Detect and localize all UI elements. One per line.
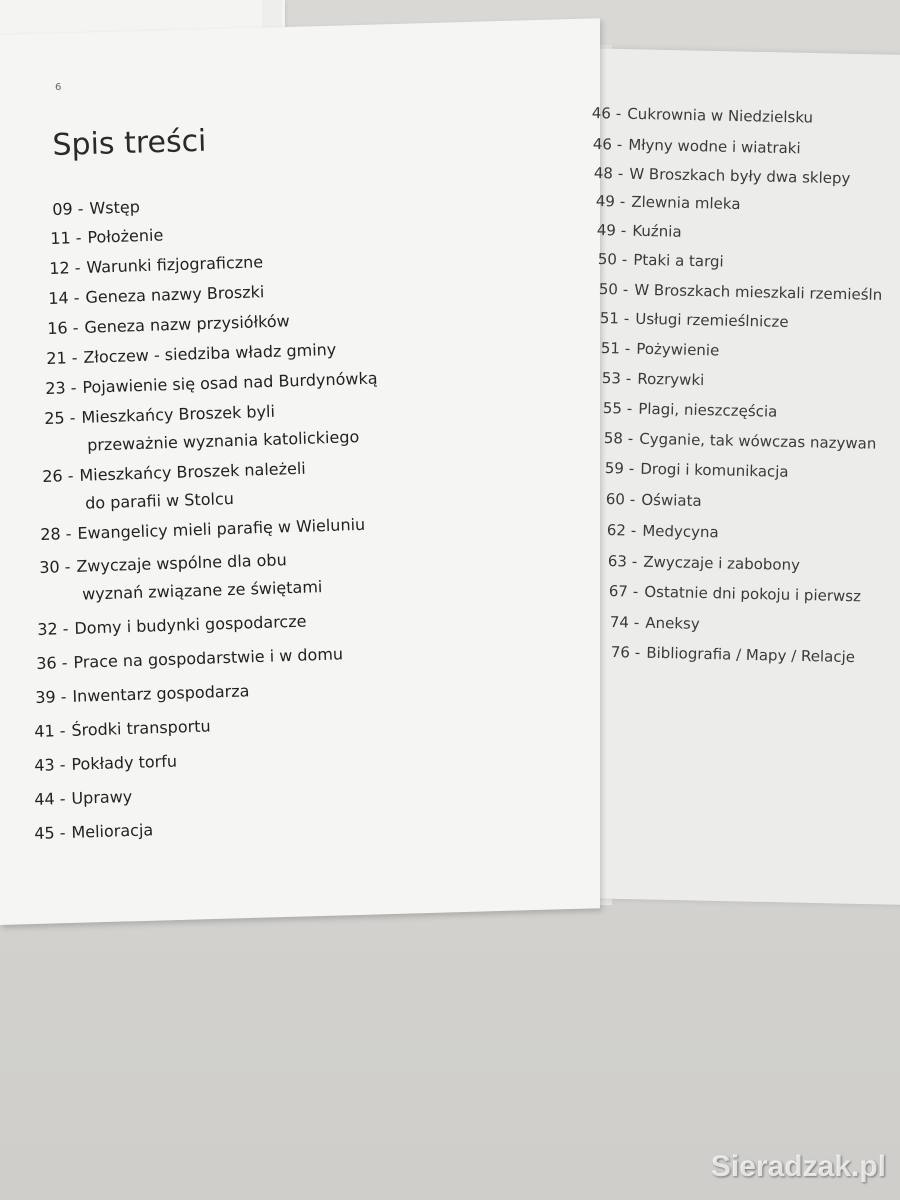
toc-page-number: 44 [34, 789, 55, 809]
toc-page-number: 46 [591, 104, 612, 123]
toc-title: Drogi i komunikacja [640, 459, 789, 481]
toc-entry [605, 459, 789, 481]
toc-page-number: 09 [52, 199, 73, 219]
toc-title: W Broszkach mieszkali rzemieśln [634, 280, 883, 304]
toc-title: W Broszkach były dwa sklepy [629, 164, 851, 188]
toc-title: Cukrownia w Niedzielsku [627, 104, 814, 127]
toc-title: Cyganie, tak wówczas nazywan [639, 429, 877, 453]
toc-page-number: 51 [599, 309, 620, 328]
toc-entry [601, 339, 720, 359]
toc-title: Wstęp [89, 197, 141, 218]
toc-title: Plagi, nieszczęścia [638, 399, 778, 421]
toc-dash: - [632, 582, 639, 601]
toc-entry [50, 225, 164, 248]
toc-dash: - [619, 192, 626, 211]
toc-title: Medycyna [642, 521, 719, 542]
toc-title: Uprawy [71, 786, 133, 808]
toc-page-number: 63 [607, 552, 628, 571]
toc-dash: - [615, 104, 622, 123]
toc-page-number: 49 [596, 221, 617, 240]
watermark: Sieradzak.pl [710, 1150, 886, 1183]
toc-entry [610, 613, 700, 633]
toc-dash: - [633, 613, 640, 632]
toc-title: Prace na gospodarstwie i w domu [73, 644, 344, 672]
toc-title: Domy i budynki gospodarcze [74, 611, 307, 638]
toc-dash: - [634, 643, 641, 662]
toc-page-number: 36 [36, 653, 57, 673]
toc-dash: - [67, 466, 74, 486]
toc-page-number: 21 [46, 348, 67, 368]
toc-title: Ptaki a targi [633, 250, 724, 271]
toc-entry [602, 369, 705, 389]
toc-title: Kuźnia [632, 221, 682, 241]
toc-dash: - [74, 258, 81, 278]
toc-page-number: 62 [606, 521, 627, 540]
toc-page-number: 58 [603, 429, 624, 448]
toc-page-number: 25 [44, 408, 65, 428]
tiny-page-number: 6 [55, 82, 62, 93]
toc-page-number: 50 [598, 280, 619, 299]
toc-entry [598, 250, 724, 271]
toc-dash: - [69, 408, 76, 428]
toc-dash: - [60, 687, 67, 707]
toc-page-number: 53 [601, 369, 622, 388]
toc-title: Pożywienie [636, 339, 720, 360]
toc-title: Geneza nazwy Broszki [85, 282, 265, 307]
toc-dash: - [70, 378, 77, 398]
toc-entry [39, 549, 323, 605]
toc-dash: - [622, 280, 629, 299]
toc-entry [607, 521, 719, 541]
toc-page-number: 39 [35, 687, 56, 707]
toc-entry [596, 192, 741, 213]
toc-dash: - [64, 557, 71, 577]
toc-dash: - [59, 789, 66, 809]
toc-page-number: 43 [34, 755, 55, 775]
toc-dash: - [59, 721, 66, 741]
toc-title: Młyny wodne i wiatraki [628, 135, 801, 158]
toc-dash: - [620, 221, 627, 240]
toc-page-number: 45 [34, 823, 55, 843]
toc-dash: - [616, 135, 623, 154]
toc-dash: - [626, 399, 633, 418]
toc-title: Aneksy [645, 613, 700, 633]
toc-dash: - [629, 490, 636, 509]
toc-heading: Spis treści [52, 123, 207, 163]
toc-title: Pojawienie się osad nad Burdynówką [82, 368, 378, 397]
toc-title: Inwentarz gospodarza [72, 681, 250, 706]
toc-page-number: 46 [592, 135, 613, 154]
toc-title-continuation: przeważnie wyznania katolickiego [86, 427, 360, 455]
toc-dash: - [631, 552, 638, 571]
toc-title-continuation: wyznań związane ze świętami [81, 577, 323, 604]
toc-dash: - [624, 339, 631, 358]
toc-page-number: 11 [50, 228, 71, 248]
toc-page-number: 30 [39, 557, 60, 577]
toc-page-number: 59 [604, 459, 625, 478]
toc-page-number: 41 [34, 721, 55, 741]
toc-dash: - [72, 318, 79, 338]
toc-page-number: 32 [37, 619, 58, 639]
toc-entry [603, 399, 778, 421]
toc-title: Ostatnie dni pokoju i pierwsz [644, 582, 862, 606]
toc-entry [34, 820, 153, 843]
toc-entry [44, 399, 360, 456]
toc-dash: - [65, 524, 72, 544]
toc-dash: - [71, 348, 78, 368]
toc-dash: - [59, 823, 66, 843]
toc-page-number: 51 [600, 339, 621, 358]
toc-entry [52, 197, 140, 219]
toc-dash: - [628, 459, 635, 478]
toc-title: Ewangelicy mieli parafię w Wieluniu [77, 514, 366, 543]
toc-title: Warunki fizjograficzne [86, 252, 264, 277]
toc-title: Melioracja [71, 820, 154, 842]
toc-page-number: 48 [593, 164, 614, 183]
toc-dash: - [630, 521, 637, 540]
toc-dash: - [627, 429, 634, 448]
toc-dash: - [61, 653, 68, 673]
toc-page-number: 60 [605, 490, 626, 509]
toc-title: Geneza nazw przysiółków [84, 311, 290, 337]
toc-dash: - [77, 199, 84, 219]
toc-dash: - [73, 288, 80, 308]
toc-title: Zwyczaje i zabobony [643, 552, 801, 575]
toc-page-number: 55 [602, 399, 623, 418]
toc-page-number: 16 [47, 318, 68, 338]
toc-title: Mieszkańcy Broszek byli [81, 401, 276, 427]
toc-page-number: 76 [610, 643, 631, 662]
toc-entry [34, 787, 133, 809]
toc-entry [42, 459, 307, 514]
toc-title: Mieszkańcy Broszek należeli [79, 458, 307, 485]
toc-title: Położenie [87, 225, 164, 247]
toc-page-number: 14 [48, 288, 69, 308]
toc-dash: - [625, 369, 632, 388]
toc-page-number: 23 [45, 378, 66, 398]
toc-dash: - [62, 619, 69, 639]
toc-title: Zlewnia mleka [631, 192, 741, 214]
toc-page-number: 26 [42, 466, 63, 486]
toc-page-number: 50 [597, 250, 618, 269]
toc-page-number: 12 [49, 258, 70, 278]
toc-page-number: 28 [40, 524, 61, 544]
toc-dash: - [75, 228, 82, 248]
toc-title: Pokłady torfu [71, 751, 178, 774]
toc-title: Rozrywki [637, 369, 705, 390]
toc-title: Środki transportu [71, 716, 211, 740]
toc-dash: - [617, 164, 624, 183]
toc-title-continuation: do parafii w Stolcu [84, 488, 235, 513]
toc-dash: - [621, 250, 628, 269]
toc-dash: - [623, 309, 630, 328]
toc-title: Złoczew - siedziba władz gminy [83, 339, 337, 367]
toc-title: Oświata [641, 490, 702, 511]
toc-page-number: 67 [608, 582, 629, 601]
toc-title: Bibliografia / Mapy / Relacje [646, 643, 856, 667]
toc-page-number: 74 [609, 613, 630, 632]
toc-entry [606, 490, 702, 510]
toc-title: Zwyczaje wspólne dla obu [76, 550, 287, 576]
toc-page-number: 49 [595, 192, 616, 211]
toc-entry [597, 221, 682, 241]
toc-title: Usługi rzemieślnicze [635, 309, 789, 331]
toc-dash: - [59, 755, 66, 775]
